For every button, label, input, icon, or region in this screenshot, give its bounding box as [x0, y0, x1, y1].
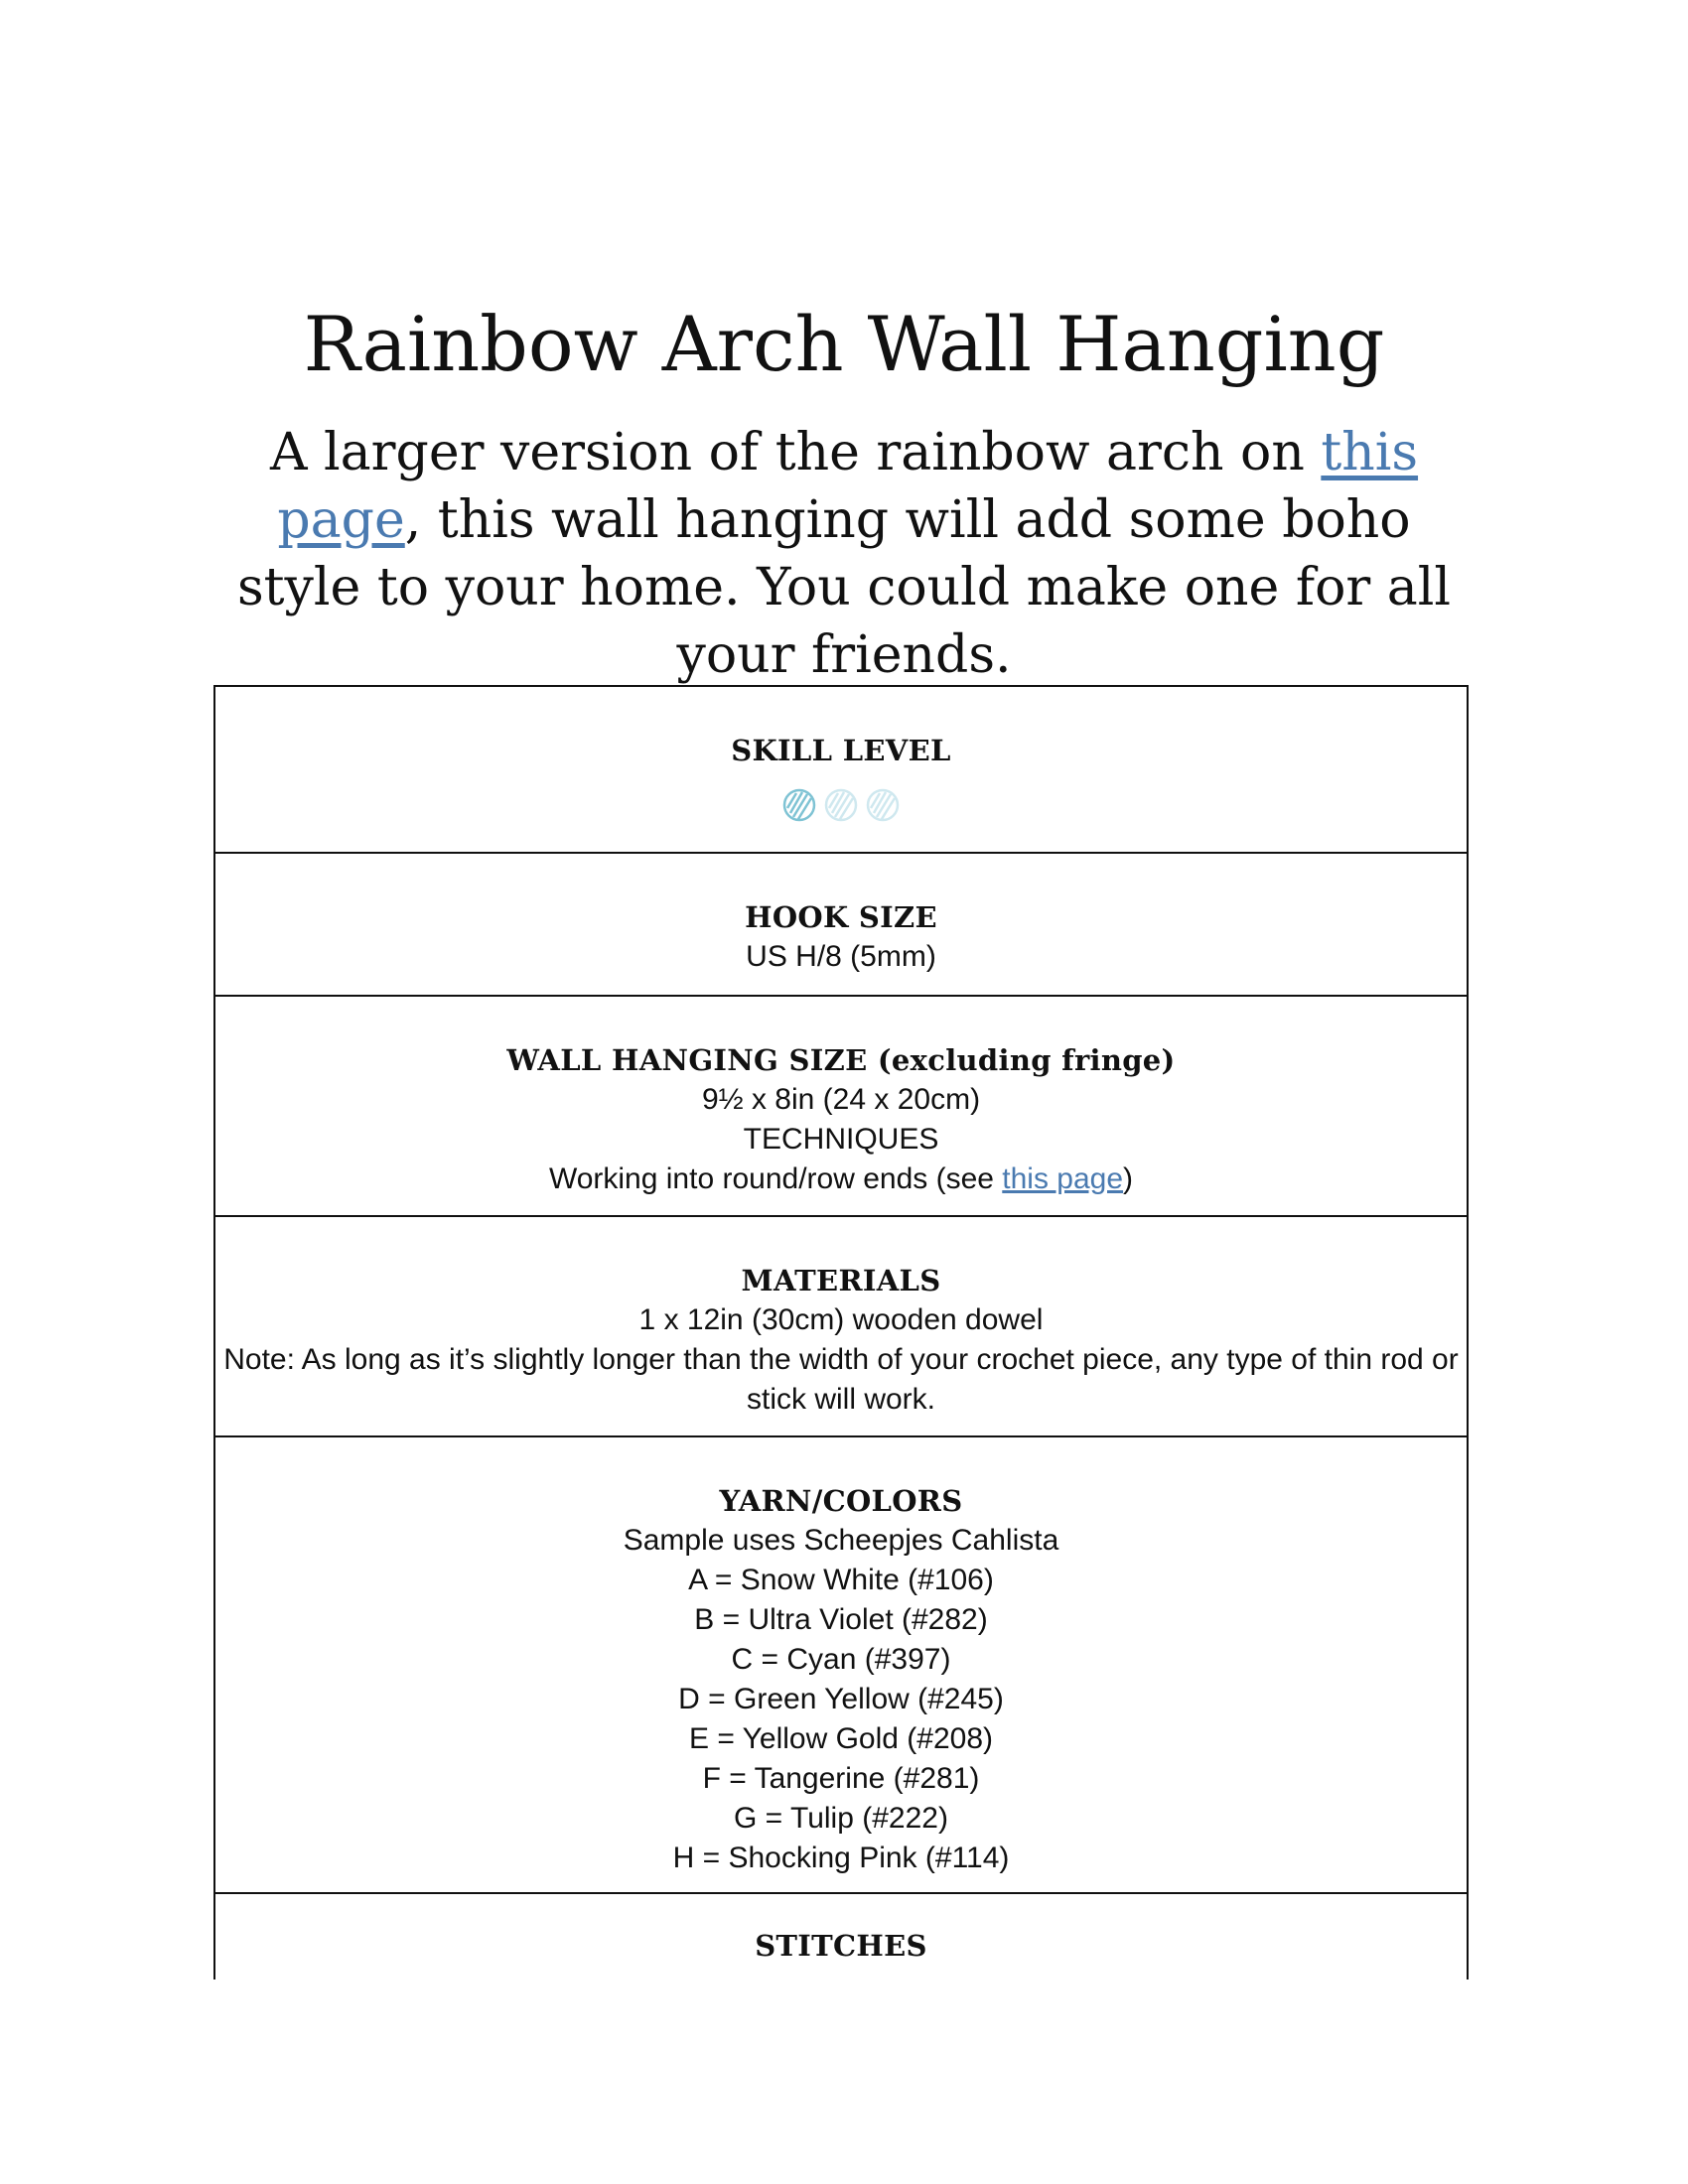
skill-level-rating [215, 788, 1467, 822]
yarn-color-item: F = Tangerine (#281) [702, 1762, 980, 1795]
intro-text [213, 419, 1475, 689]
yarn-color-item: G = Tulip (#222) [734, 1802, 948, 1835]
techniques-this-page-link[interactable]: this page [1002, 1162, 1124, 1195]
hook-size-row [215, 854, 1467, 997]
stitches-label: STITCHES [755, 1929, 927, 1963]
materials-row [215, 1217, 1467, 1437]
size-value: 9½ x 8in (24 x 20cm) [701, 1083, 981, 1116]
skill-level-row [215, 687, 1467, 854]
materials-note: Note: As long as it’s slightly longer than the width of your crochet piece, any type of thin rod or stick will work. [223, 1343, 1459, 1416]
materials-label: MATERIALS [741, 1264, 941, 1297]
yarn-colors-label: YARN/COLORS [719, 1484, 963, 1518]
yarn-ball-icon [824, 788, 858, 822]
hook-size-value: US H/8 (5mm) [746, 940, 936, 973]
hook-size-label: HOOK SIZE [745, 900, 937, 934]
pattern-info-table [213, 685, 1469, 1979]
techniques-text: Working into round/row ends (see [548, 1162, 1003, 1195]
yarn-sample: Sample uses Scheepjes Cahlista [623, 1524, 1059, 1557]
materials-item: 1 x 12in (30cm) wooden dowel [638, 1303, 1044, 1336]
yarn-color-item: E = Yellow Gold (#208) [688, 1722, 994, 1755]
size-label: WALL HANGING SIZE (excluding fringe) [506, 1043, 1176, 1077]
yarn-color-item: B = Ultra Violet (#282) [694, 1603, 988, 1636]
techniques-label: TECHNIQUES [743, 1123, 939, 1156]
skill-level-label: SKILL LEVEL [731, 734, 951, 767]
yarn-ball-icon [866, 788, 900, 822]
yarn-ball-icon [782, 788, 816, 822]
yarn-colors-row [215, 1437, 1467, 1894]
stitches-row [215, 1894, 1467, 1962]
yarn-color-item: A = Snow White (#106) [688, 1564, 994, 1596]
techniques-text-end: ) [1123, 1162, 1134, 1195]
intro-this-page-link[interactable]: this page [277, 423, 1419, 550]
yarn-color-item: H = Shocking Pink (#114) [672, 1842, 1010, 1874]
size-row [215, 997, 1467, 1217]
yarn-color-item: D = Green Yellow (#245) [678, 1683, 1004, 1715]
intro-text-end: , this wall hanging will add some boho style to your home. You could make one for all your friends. [236, 490, 1452, 685]
techniques-value [215, 1160, 1467, 1199]
page-title: Rainbow Arch Wall Hanging [303, 299, 1385, 388]
intro-text-start: A larger version of the rainbow arch on [269, 423, 1322, 482]
yarn-color-item: C = Cyan (#397) [731, 1643, 951, 1676]
